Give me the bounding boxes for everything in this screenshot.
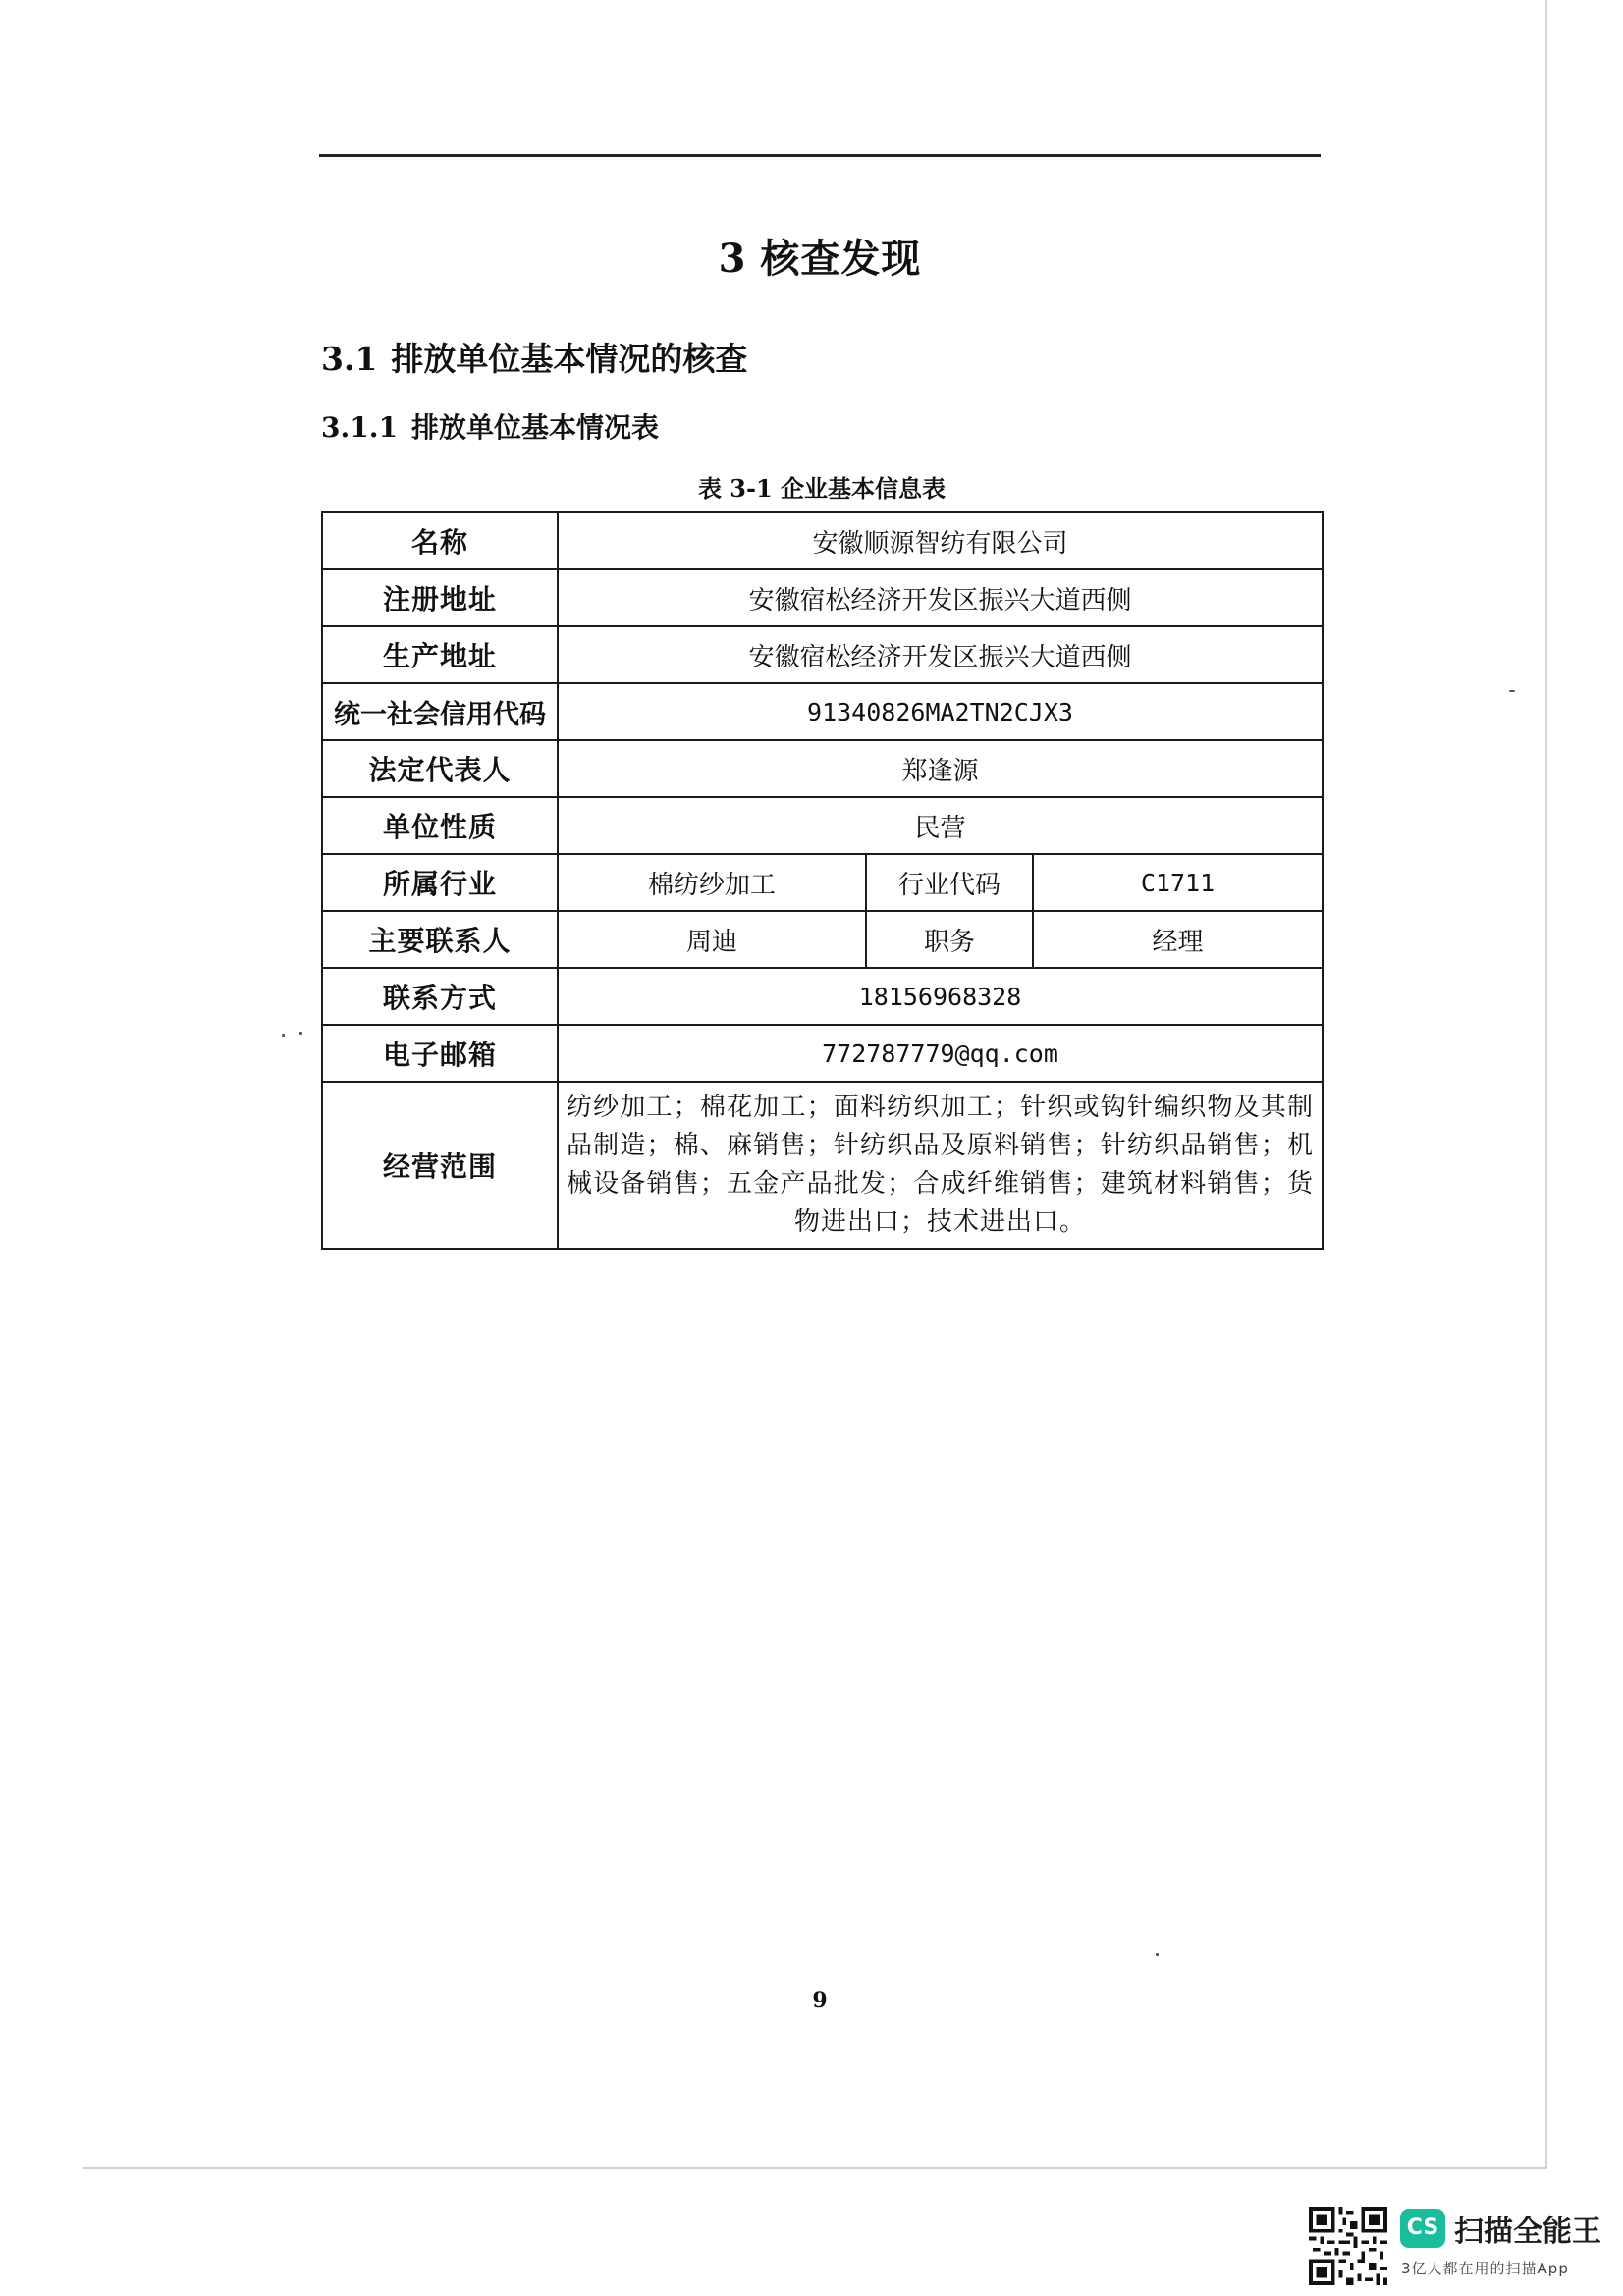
- industry-label: 所属行业: [322, 854, 558, 911]
- table-row: [322, 626, 1323, 683]
- cs-logo-icon: CS: [1400, 2209, 1445, 2248]
- table-row: [322, 911, 1323, 968]
- nature-label: 单位性质: [322, 797, 558, 854]
- table-row: [322, 569, 1323, 626]
- section-title: 排放单位基本情况的核查: [391, 340, 748, 378]
- scan-speck: [299, 1032, 302, 1035]
- table-row: [322, 854, 1323, 911]
- name-value: 安徽顺源智纺有限公司: [558, 512, 1323, 569]
- subsection-title: 排放单位基本情况表: [410, 411, 659, 444]
- page-border-bottom: [83, 2167, 1546, 2169]
- email-label: 电子邮箱: [322, 1025, 558, 1082]
- industry-value: 棉纺纱加工: [558, 854, 866, 911]
- chapter-number: 3: [718, 236, 747, 282]
- nature-value: 民营: [558, 797, 1323, 854]
- table-row: [322, 968, 1323, 1025]
- reg-address-label: 注册地址: [322, 569, 558, 626]
- phone-label: 联系方式: [322, 968, 558, 1025]
- subsection-heading: [321, 406, 659, 446]
- prod-address-label: 生产地址: [322, 626, 558, 683]
- position-value: 经理: [1033, 911, 1323, 968]
- position-label: 职务: [866, 911, 1033, 968]
- industry-code-value: C1711: [1033, 854, 1323, 911]
- scope-label: 经营范围: [322, 1082, 558, 1249]
- legal-rep-label: 法定代表人: [322, 740, 558, 797]
- table-row: [322, 683, 1323, 740]
- table-row: [322, 1025, 1323, 1082]
- section-heading: [321, 334, 747, 380]
- email-value: 772787779@qq.com: [558, 1025, 1323, 1082]
- table-row: [322, 797, 1323, 854]
- page-number: 9: [812, 1988, 828, 2013]
- header-rule: [319, 154, 1321, 157]
- reg-address-value: 安徽宿松经济开发区振兴大道西侧: [558, 569, 1323, 626]
- prod-address-value: 安徽宿松经济开发区振兴大道西侧: [558, 626, 1323, 683]
- industry-code-label: 行业代码: [866, 854, 1033, 911]
- scanner-app-title: 扫描全能王: [1454, 2215, 1601, 2249]
- enterprise-info-table: [321, 511, 1324, 1250]
- table-row: [322, 740, 1323, 797]
- legal-rep-value: 郑逢源: [558, 740, 1323, 797]
- scan-speck: [282, 1034, 285, 1037]
- scope-value: 纺纱加工；棉花加工；面料纺织加工；针织或钩针编织物及其制品制造；棉、麻销售；针纺织品及原料销售；针纺织品销售；机械设备销售；五金产品批发；合成纤维销售；建筑材料销售；货物进出口；技术进出口。: [558, 1082, 1323, 1249]
- contact-label: 主要联系人: [322, 911, 558, 968]
- chapter-title: 核查发现: [760, 236, 922, 282]
- table-caption: 表 3-1 企业基本信息表: [697, 474, 947, 503]
- phone-value: 18156968328: [558, 968, 1323, 1025]
- name-label: 名称: [322, 512, 558, 569]
- table-row: [322, 512, 1323, 569]
- contact-value: 周迪: [558, 911, 866, 968]
- section-number: 3.1: [321, 340, 378, 378]
- chapter-heading: [319, 228, 1321, 284]
- scanner-app-subtitle: 3亿人都在用的扫描App: [1401, 2260, 1569, 2277]
- credit-code-value: 91340826MA2TN2CJX3: [558, 683, 1323, 740]
- subsection-number: 3.1.1: [321, 411, 398, 444]
- page-border-right: [1545, 0, 1547, 2169]
- credit-code-label: 统一社会信用代码: [322, 683, 558, 740]
- scan-speck: [1509, 690, 1515, 692]
- table-row: [322, 1082, 1323, 1249]
- qr-code-icon: [1309, 2207, 1387, 2285]
- scan-speck: [1156, 1953, 1159, 1956]
